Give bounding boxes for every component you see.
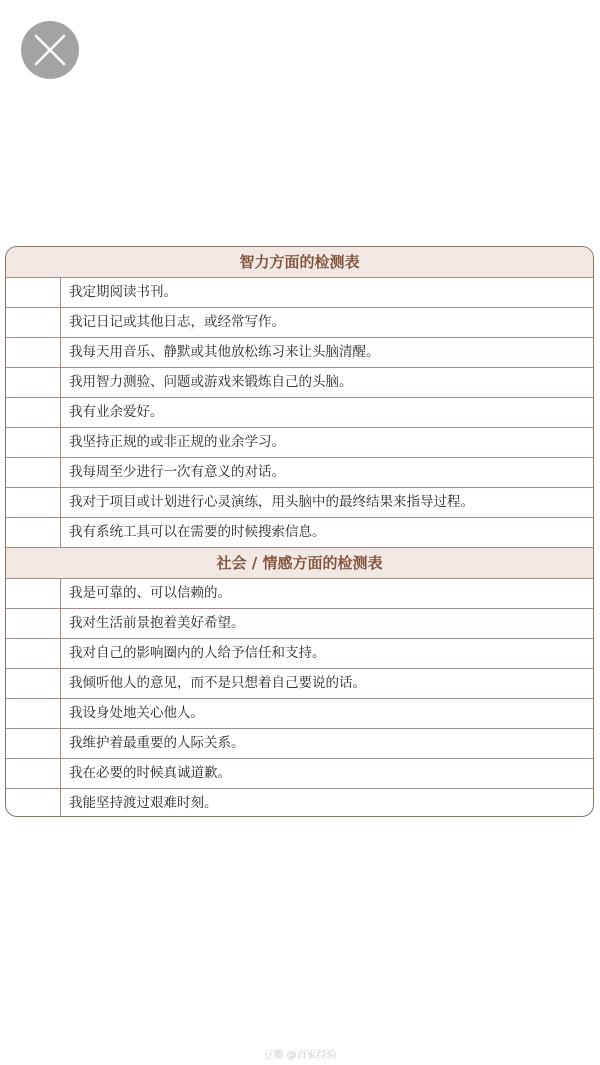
checkbox-cell[interactable] [6,308,61,337]
row-text: 我每周至少进行一次有意义的对话。 [69,464,285,480]
row-text: 我对自己的影响圈内的人给予信任和支持。 [69,645,326,661]
checkbox-cell[interactable] [6,759,61,788]
close-icon [21,21,79,79]
checkbox-cell[interactable] [6,428,61,457]
row-text: 我对于项目或计划进行心灵演练，用头脑中的最终结果来指导过程。 [69,494,474,510]
table-row [6,458,593,488]
table-row [6,488,593,518]
table-row [6,759,593,789]
table-row [6,669,593,699]
table-row [6,518,593,548]
table-row [6,609,593,639]
row-text: 我记日记或其他日志，或经常写作。 [69,314,285,330]
checkbox-cell[interactable] [6,278,61,307]
checkbox-cell[interactable] [6,729,61,758]
section-header-intellectual: 智力方面的检测表 [6,247,593,278]
checkbox-cell[interactable] [6,669,61,698]
row-text: 我能坚持渡过艰难时刻。 [69,795,218,811]
checkbox-cell[interactable] [6,639,61,668]
table-row [6,699,593,729]
watermark: 豆瓣 @百家经验 [263,1050,337,1061]
checkbox-cell[interactable] [6,368,61,397]
table-row [6,308,593,338]
table-row [6,338,593,368]
row-text: 我是可靠的、可以信赖的。 [69,585,231,601]
checkbox-cell[interactable] [6,579,61,608]
row-text: 我用智力测验、问题或游戏来锻炼自己的头脑。 [69,374,353,390]
checkbox-cell[interactable] [6,398,61,427]
checkbox-cell[interactable] [6,458,61,487]
table-row [6,368,593,398]
row-text: 我有系统工具可以在需要的时候搜索信息。 [69,524,326,540]
table-row [6,278,593,308]
row-text: 我设身处地关心他人。 [69,705,204,721]
checkbox-cell[interactable] [6,789,61,817]
row-text: 我倾听他人的意见，而不是只想着自己要说的话。 [69,675,366,691]
table-row [6,729,593,759]
section-header-social-emotional: 社会 / 情感方面的检测表 [6,548,593,579]
checkbox-cell[interactable] [6,699,61,728]
table-row [6,639,593,669]
row-text: 我定期阅读书刊。 [69,284,177,300]
checkbox-cell[interactable] [6,609,61,638]
checkbox-cell[interactable] [6,518,61,547]
checklist-table [5,246,594,817]
checkbox-cell[interactable] [6,338,61,367]
close-button[interactable] [21,21,79,79]
row-text: 我维护着最重要的人际关系。 [69,735,245,751]
row-text: 我在必要的时候真诚道歉。 [69,765,231,781]
table-row [6,789,593,817]
table-row [6,398,593,428]
checkbox-cell[interactable] [6,488,61,517]
row-text: 我有业余爱好。 [69,404,164,420]
table-row [6,579,593,609]
table-row [6,428,593,458]
row-text: 我每天用音乐、静默或其他放松练习来让头脑清醒。 [69,344,380,360]
row-text: 我对生活前景抱着美好希望。 [69,615,245,631]
row-text: 我坚持正规的或非正规的业余学习。 [69,434,285,450]
